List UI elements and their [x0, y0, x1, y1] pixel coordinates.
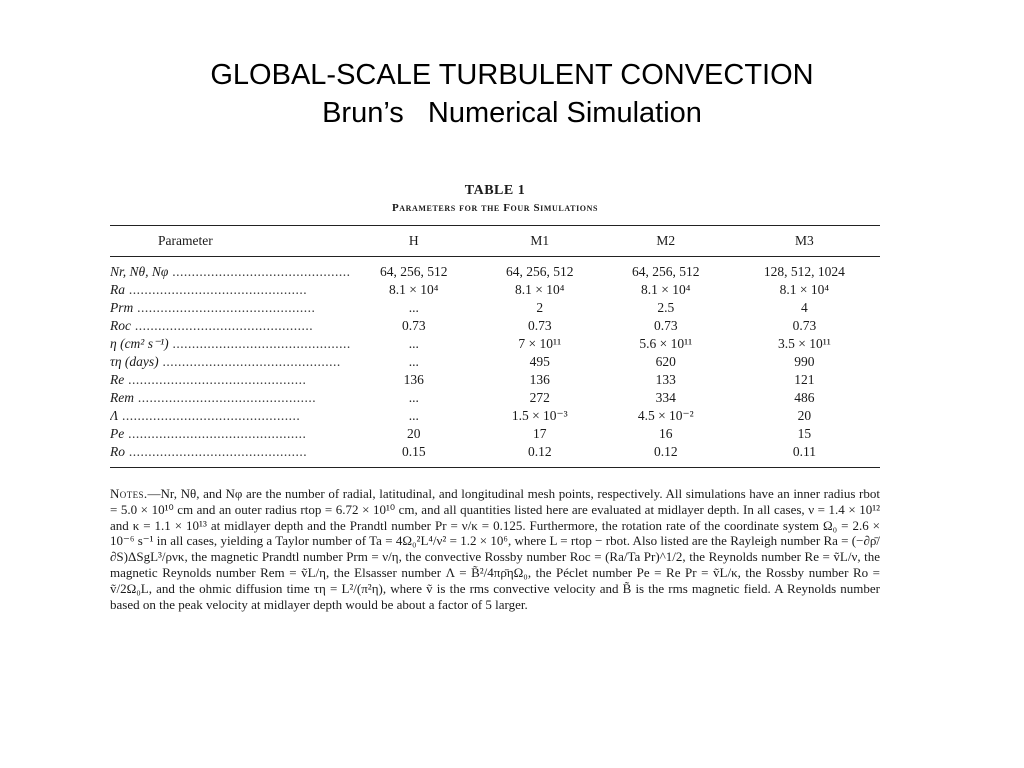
- value-cell: 620: [655, 354, 676, 369]
- table-row: [110, 425, 880, 443]
- leader-dots: ..............................................: [131, 318, 314, 333]
- param-name-cell: [110, 443, 351, 468]
- param-name: Rem: [110, 390, 134, 405]
- value-cell: 5.6 × 10¹¹: [639, 336, 693, 351]
- value-cell: 20: [797, 408, 812, 423]
- leader-dots: ..............................................: [168, 264, 351, 279]
- value-cell: 990: [794, 354, 815, 369]
- notes-text: —Nr, Nθ, and Nφ are the number of radial, latitudinal, and longitudinal mesh points, respectively. All simulations have an inner radius rbot = 5.0 × 10¹⁰ cm and an outer radius rtop = 6.72 × 10¹⁰ cm, and all quantities listed here are evaluated at midlayer depth. In all cases, ν = 1.4 × 10¹² and κ = 1.1 × 10¹³ at midlayer depth and the Prandtl number Pr = ν/κ = 0.125. Furthermore, the rotation rate of the coordinate system Ω₀ = 2.6 × 10⁻⁶ s⁻¹ in all cases, yielding a Taylor number of Ta = 4Ω₀²L⁴/ν² = 1.2 × 10⁶, where L = rtop − rbot. Also listed are the Rayleigh number Ra = (−∂ρ̄/∂S)ΔSgL³/ρνκ, the magnetic Prandtl number Prm = ν/η, the convective Rossby number Roc = (Ra/Ta Pr)^1/2, the Reynolds number Re = ṽL/ν, the magnetic Reynolds number Rem = ṽL/η, the Elsasser number Λ = B̃²/4πρ̄ηΩ₀, the Péclet number Pe = Re Pr = ṽL/κ, the Rossby number Ro = ṽ/2Ω₀L, and the ohmic diffusion time τη = L²/(π²η), where ṽ is the rms convective velocity and B̃ is the rms magnetic field. A Reynolds number based on the peak velocity at midlayer depth would be about a factor of 5 larger.: [110, 486, 880, 612]
- value-cell: 0.11: [792, 444, 816, 459]
- param-name: Roc: [110, 318, 131, 333]
- value-cell: ...: [408, 336, 419, 351]
- value-cell: ...: [408, 300, 419, 315]
- table-row: [110, 407, 880, 425]
- table-row: [110, 299, 880, 317]
- slide-title: [0, 56, 1024, 132]
- notes-label: Notes.: [110, 486, 148, 501]
- table-header-row: [110, 226, 880, 257]
- table-row: [110, 443, 880, 468]
- value-cell: 1.5 × 10⁻³: [511, 408, 568, 423]
- value-cell: 136: [403, 372, 424, 387]
- parameters-table-block: [110, 182, 880, 468]
- value-cell: 495: [529, 354, 550, 369]
- value-cell: 0.12: [527, 444, 552, 459]
- table-body: [110, 257, 880, 468]
- leader-dots: ..............................................: [125, 444, 308, 459]
- value-cell: 136: [529, 372, 550, 387]
- value-cell: 0.73: [792, 318, 817, 333]
- table-row: [110, 317, 880, 335]
- value-cell: 486: [794, 390, 815, 405]
- param-name-cell: [110, 407, 351, 425]
- param-name: Re: [110, 372, 125, 387]
- value-cell: ...: [408, 390, 419, 405]
- slide-title-line-1: GLOBAL-SCALE TURBULENT CONVECTION: [210, 59, 814, 91]
- value-cell: 7 × 10¹¹: [518, 336, 562, 351]
- leader-dots: ..............................................: [158, 354, 341, 369]
- param-name: Prm: [110, 300, 134, 315]
- param-name-cell: [110, 299, 351, 317]
- table-row: [110, 281, 880, 299]
- leader-dots: ..............................................: [125, 282, 308, 297]
- param-name-cell: [110, 371, 351, 389]
- table-subcaption: Parameters for the Four Simulations: [391, 202, 599, 214]
- param-name-cell: [110, 353, 351, 371]
- value-cell: 0.15: [401, 444, 426, 459]
- leader-dots: ..............................................: [124, 372, 307, 387]
- value-cell: 64, 256, 512: [632, 264, 700, 279]
- leader-dots: ..............................................: [168, 336, 351, 351]
- param-name: Λ: [110, 408, 119, 423]
- value-cell: 0.73: [401, 318, 426, 333]
- table-caption: TABLE 1: [464, 183, 526, 198]
- value-cell: 334: [655, 390, 676, 405]
- value-cell: 8.1 × 10⁴: [779, 282, 830, 297]
- param-name: Pe: [110, 426, 125, 441]
- leader-dots: ..............................................: [134, 390, 317, 405]
- leader-dots: ..............................................: [118, 408, 301, 423]
- value-cell: 64, 256, 512: [380, 264, 448, 279]
- value-cell: 0.73: [653, 318, 678, 333]
- value-cell: 8.1 × 10⁴: [641, 282, 691, 297]
- slide-title-line-2: Brun’s Numerical Simulation: [322, 97, 702, 129]
- param-name: Ro: [110, 444, 125, 459]
- param-name: Ra: [110, 282, 125, 297]
- param-name-cell: [110, 335, 351, 353]
- param-name-cell: [110, 317, 351, 335]
- value-cell: 2.5: [657, 300, 675, 315]
- value-cell: 128, 512, 1024: [763, 264, 845, 279]
- value-cell: 272: [529, 390, 550, 405]
- table-row: [110, 335, 880, 353]
- param-name: τη (days): [110, 354, 159, 369]
- table-row: [110, 389, 880, 407]
- header-m3: M3: [729, 226, 880, 257]
- value-cell: 0.73: [527, 318, 552, 333]
- param-name: η (cm² s⁻¹): [110, 336, 169, 351]
- value-cell: 8.1 × 10⁴: [389, 282, 439, 297]
- param-name-cell: [110, 425, 351, 443]
- value-cell: 121: [794, 372, 815, 387]
- param-name-cell: [110, 389, 351, 407]
- header-parameter: Parameter: [110, 226, 351, 257]
- parameters-table: [110, 225, 880, 468]
- value-cell: 2: [536, 300, 544, 315]
- value-cell: ...: [408, 408, 419, 423]
- value-cell: ...: [408, 354, 419, 369]
- table-row: [110, 257, 880, 282]
- table-notes: [110, 486, 880, 612]
- leader-dots: ..............................................: [124, 426, 307, 441]
- header-h: H: [351, 226, 477, 257]
- value-cell: 64, 256, 512: [506, 264, 574, 279]
- value-cell: 4.5 × 10⁻²: [637, 408, 694, 423]
- value-cell: 17: [533, 426, 547, 441]
- header-m1: M1: [477, 226, 603, 257]
- leader-dots: ..............................................: [133, 300, 316, 315]
- value-cell: 0.12: [653, 444, 678, 459]
- value-cell: 3.5 × 10¹¹: [777, 336, 831, 351]
- param-name-cell: [110, 281, 351, 299]
- table-row: [110, 371, 880, 389]
- value-cell: 4: [801, 300, 808, 315]
- value-cell: 133: [655, 372, 676, 387]
- param-name: Nr, Nθ, Nφ: [110, 264, 169, 279]
- param-name-cell: [110, 257, 351, 282]
- value-cell: 16: [659, 426, 673, 441]
- value-cell: 20: [407, 426, 421, 441]
- value-cell: 8.1 × 10⁴: [515, 282, 565, 297]
- value-cell: 15: [797, 426, 812, 441]
- table-row: [110, 353, 880, 371]
- header-m2: M2: [603, 226, 729, 257]
